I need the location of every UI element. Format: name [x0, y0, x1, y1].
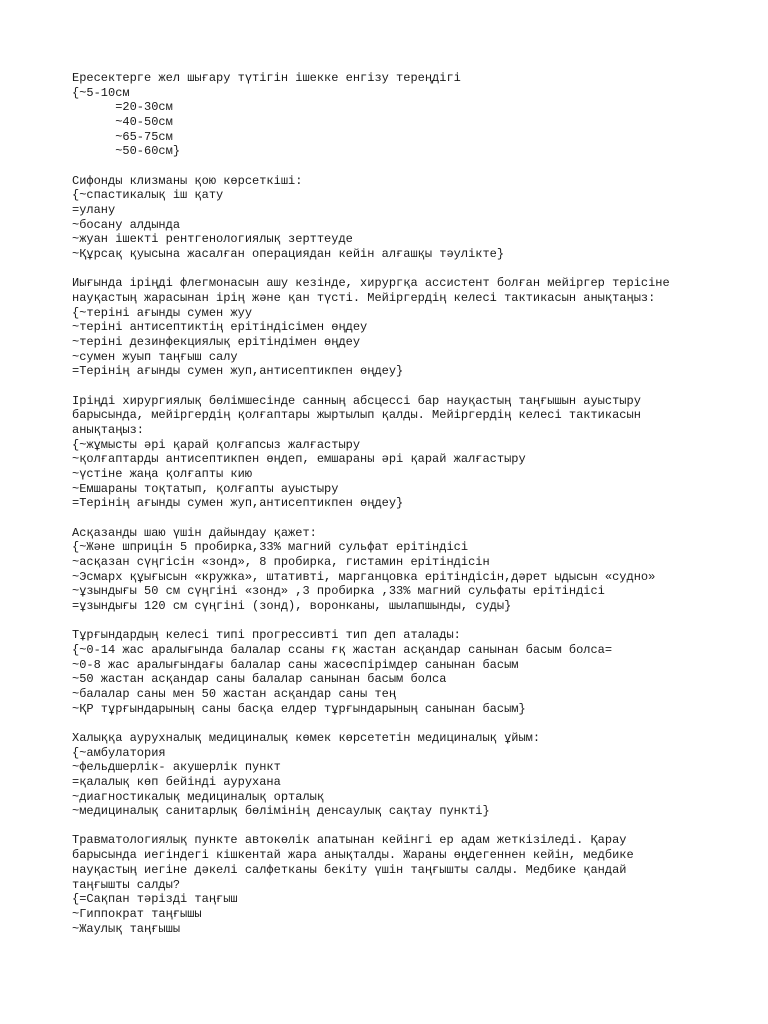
- text-line: таңғышты салды?: [72, 877, 181, 892]
- text-line: ~ұзындығы 50 см сүңгіні «зонд» ,3 пробирка ,33% магний сульфаты ерітіндісі: [72, 584, 605, 599]
- text-line: =20-30см: [72, 100, 173, 115]
- question-block: [72, 174, 752, 262]
- text-line: ~50-60см}: [72, 144, 181, 159]
- question-block: [72, 394, 752, 512]
- question-block: [72, 628, 752, 716]
- question-block: [72, 71, 752, 159]
- text-line: ~Емшараны тоқтатып, қолғапты ауыстыру: [72, 481, 339, 496]
- text-line: ~теріні дезинфекциялық ерітіндімен өңдеу: [72, 335, 361, 349]
- text-line: ~балалар саны мен 50 жастан асқандар саны тең: [72, 686, 397, 701]
- text-line: анықтаңыз:: [72, 422, 145, 437]
- text-line: ~Эсмарх құығысын «кружка», штативті, марганцовка ерітіндісін,дәрет ыдысын «судно»: [72, 569, 656, 584]
- text-line: {~0-14 жас аралығында балалар ссаны ғқ жастан асқандар санынан басым болса=: [72, 642, 613, 657]
- text-line: ~40-50см: [72, 115, 173, 130]
- text-line: барысында, мейіргердің қолғаптары жыртылып қалды. Мейіргердің келесі тактикасын: [72, 408, 641, 423]
- text-line: {~теріні ағынды сумен жуу: [72, 305, 253, 320]
- text-line: Халыққа аурухналық медициналық көмек көрсететін медициналық ұйым:: [72, 730, 541, 745]
- text-line: =Терінің ағынды сумен жуп,антисептикпен өңдеу}: [72, 496, 404, 511]
- text-line: ~қолғаптарды антисептикпен өңдеп, емшараны әрі қарай жалғастыру: [72, 452, 526, 467]
- question-block: [72, 276, 752, 379]
- text-line: ~Гиппократ таңғышы: [72, 906, 202, 921]
- question-block: [72, 731, 752, 819]
- text-line: ~жуан ішекті рентгенологиялық зерттеуде: [72, 232, 353, 247]
- text-line: ~босану алдында: [72, 217, 181, 232]
- question-block: [72, 833, 752, 936]
- text-line: науқастың жарасынан ірің және қан түсті. Мейіргердің келесі тактикасын анықтаңыз:: [72, 290, 656, 305]
- text-line: ~ҚР тұрғындарының саны басқа елдер тұрғындарының санынан басым}: [72, 701, 526, 716]
- text-line: {~жұмысты әрі қарай қолғапсыз жалғастыру: [72, 437, 361, 452]
- text-line: ~үстіне жаңа қолғапты кию: [72, 467, 253, 481]
- text-line: {~5-10см: [72, 85, 130, 100]
- text-line: =Терінің ағынды сумен жуп,антисептикпен өңдеу}: [72, 364, 404, 379]
- question-block: [72, 526, 752, 614]
- text-line: ~65-75см: [72, 129, 173, 144]
- text-line: Иығында іріңді флегмонасын ашу кезінде, хирургқа ассистент болған мейіргер терісіне: [72, 276, 670, 291]
- text-line: ~50 жастан асқандар саны балалар санынан басым болса: [72, 672, 447, 687]
- text-line: ~Жаулық таңғышы: [72, 921, 181, 936]
- document-page: [72, 71, 752, 951]
- text-line: Сифонды клизманы қою көрсеткіші:: [72, 173, 303, 188]
- text-line: барысында иегіндегі кішкентай жара анықталды. Жараны өңдегеннен кейін, медбике: [72, 848, 634, 863]
- text-line: Тұрғындардың келесі типі прогрессивті тип деп аталады:: [72, 628, 461, 643]
- text-line: =қалалық көп бейінді аурухана: [72, 774, 281, 789]
- text-line: {=Сақпан тәрізді таңғыш: [72, 892, 238, 907]
- text-line: Ересектерге жел шығару түтігін ішекке енгізу тереңдігі: [72, 71, 461, 85]
- text-line: Травматологиялық пункте автокөлік апатынан кейінгі ер адам жеткізіледі. Қарау: [72, 833, 627, 848]
- text-line: =ұзындығы 120 см сүңгіні (зонд), воронканы, шылапшынды, суды}: [72, 599, 512, 613]
- text-line: {~Және шприцін 5 пробирка,33% магний сульфат ерітіндісі: [72, 540, 469, 555]
- text-line: ~Құрсақ қуысына жасалған операциядан кейін алғашқы тәулікте}: [72, 247, 505, 262]
- text-line: ~фельдшерлік- акушерлік пункт: [72, 760, 281, 775]
- text-line: ~диагностикалық медициналық орталық: [72, 789, 325, 804]
- text-line: ~0-8 жас аралығындағы балалар саны жасөспірімдер санынан басым: [72, 657, 519, 672]
- text-line: ~теріні антисептиктің ерітіндісімен өңдеу: [72, 320, 368, 335]
- text-line: {~амбулатория: [72, 745, 166, 760]
- text-line: {~спастикалық іш қату: [72, 188, 224, 203]
- text-line: ~медициналық санитарлық бөлімінің денсаулық сақтау пункті}: [72, 804, 490, 819]
- text-line: ~сумен жуып таңғыш салу: [72, 349, 238, 364]
- text-line: науқастың иегіне дәкелі салфетканы бекіту үшін таңғышты салды. Медбике қандай: [72, 862, 627, 877]
- text-line: Асқазанды шаю үшін дайындау қажет:: [72, 525, 317, 540]
- text-line: Іріңді хирургиялық бөлімшесінде санның абсцессі бар науқастың таңғышын ауыстыру: [72, 393, 641, 408]
- text-line: =улану: [72, 203, 116, 217]
- text-line: ~асқазан сүңгісін «зонд», 8 пробирка, гистамин ерітіндісін: [72, 554, 490, 569]
